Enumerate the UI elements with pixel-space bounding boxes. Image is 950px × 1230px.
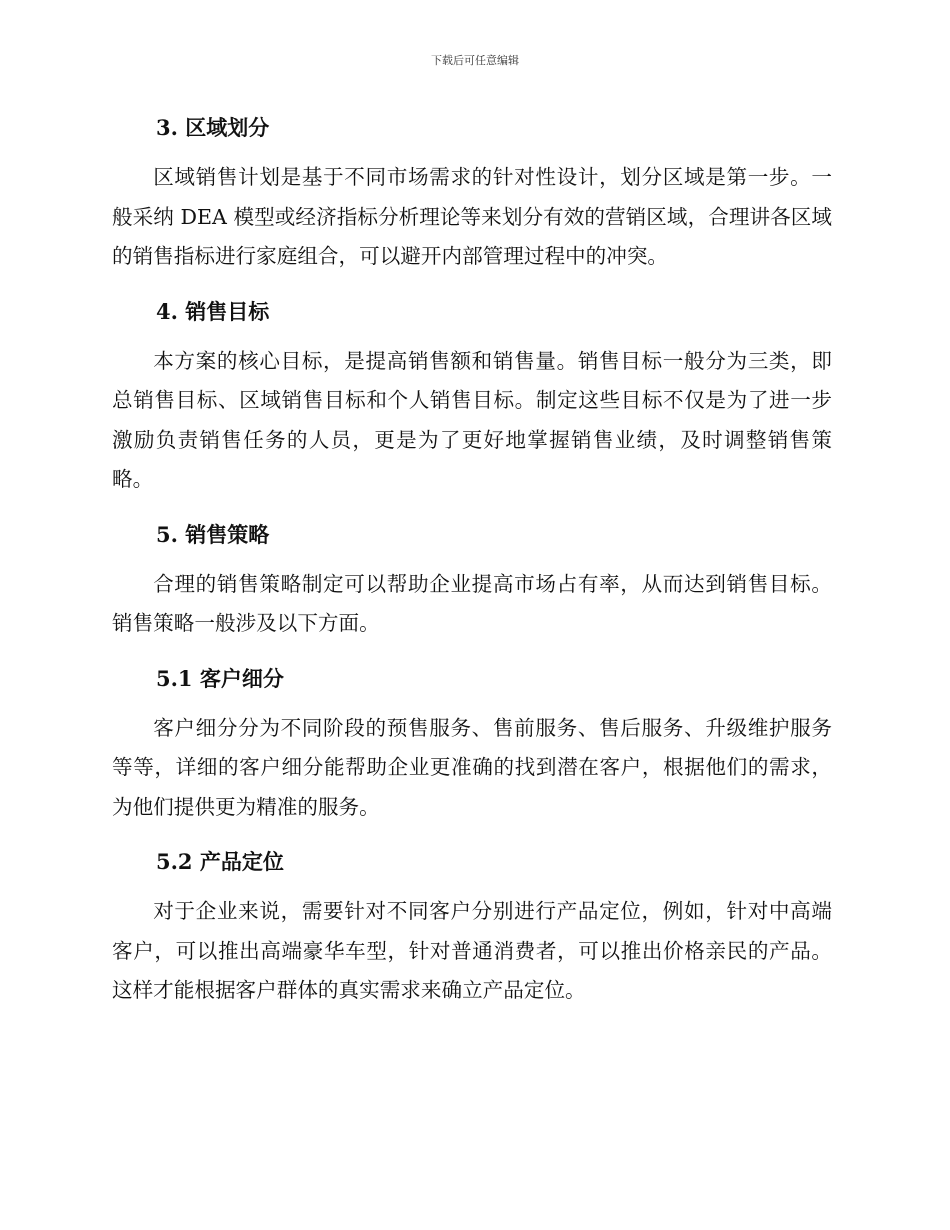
section-heading-customer-segmentation: 5.1 客户细分 [156, 665, 284, 691]
section-paragraph-sales-strategy: 合理的销售策略制定可以帮助企业提高市场占有率，从而达到销售目标。销售策略一般涉及以下方面。 [112, 571, 832, 635]
section-heading-sales-targets: 4. 销售目标 [156, 298, 270, 324]
section-paragraph-customer-segmentation: 客户细分分为不同阶段的预售服务、售前服务、售后服务、升级维护服务等等，详细的客户细分能帮助企业更准确的找到潜在客户，根据他们的需求，为他们提供更为精准的服务。 [112, 715, 832, 819]
section-paragraph-product-positioning: 对于企业来说，需要针对不同客户分别进行产品定位，例如，针对中高端客户，可以推出高端豪华车型，针对普通消费者，可以推出价格亲民的产品。这样才能根据客户群体的真实需求来确立产品定位。 [112, 899, 832, 1002]
section-heading-regional-division: 3. 区域划分 [156, 115, 270, 140]
page-header: 下载后可任意编辑 [431, 54, 519, 67]
section-paragraph-regional-division: 区域销售计划是基于不同市场需求的针对性设计，划分区域是第一步。一般采纳 DEA 模型或经济指标分析理论等来划分有效的营销区域，合理讲各区域的销售指标进行家庭组合，可以避开内部管理过程中的冲突。 [112, 165, 832, 268]
section-paragraph-sales-targets: 本方案的核心目标，是提高销售额和销售量。销售目标一般分为三类，即总销售目标、区域销售目标和个人销售目标。制定这些目标不仅是为了进一步激励负责销售任务的人员，更是为了更好地掌握销售业绩，及时调整销售策略。 [112, 348, 832, 491]
section-heading-sales-strategy: 5. 销售策略 [156, 521, 270, 547]
section-heading-product-positioning: 5.2 产品定位 [156, 849, 284, 874]
document-body [112, 108, 832, 1026]
